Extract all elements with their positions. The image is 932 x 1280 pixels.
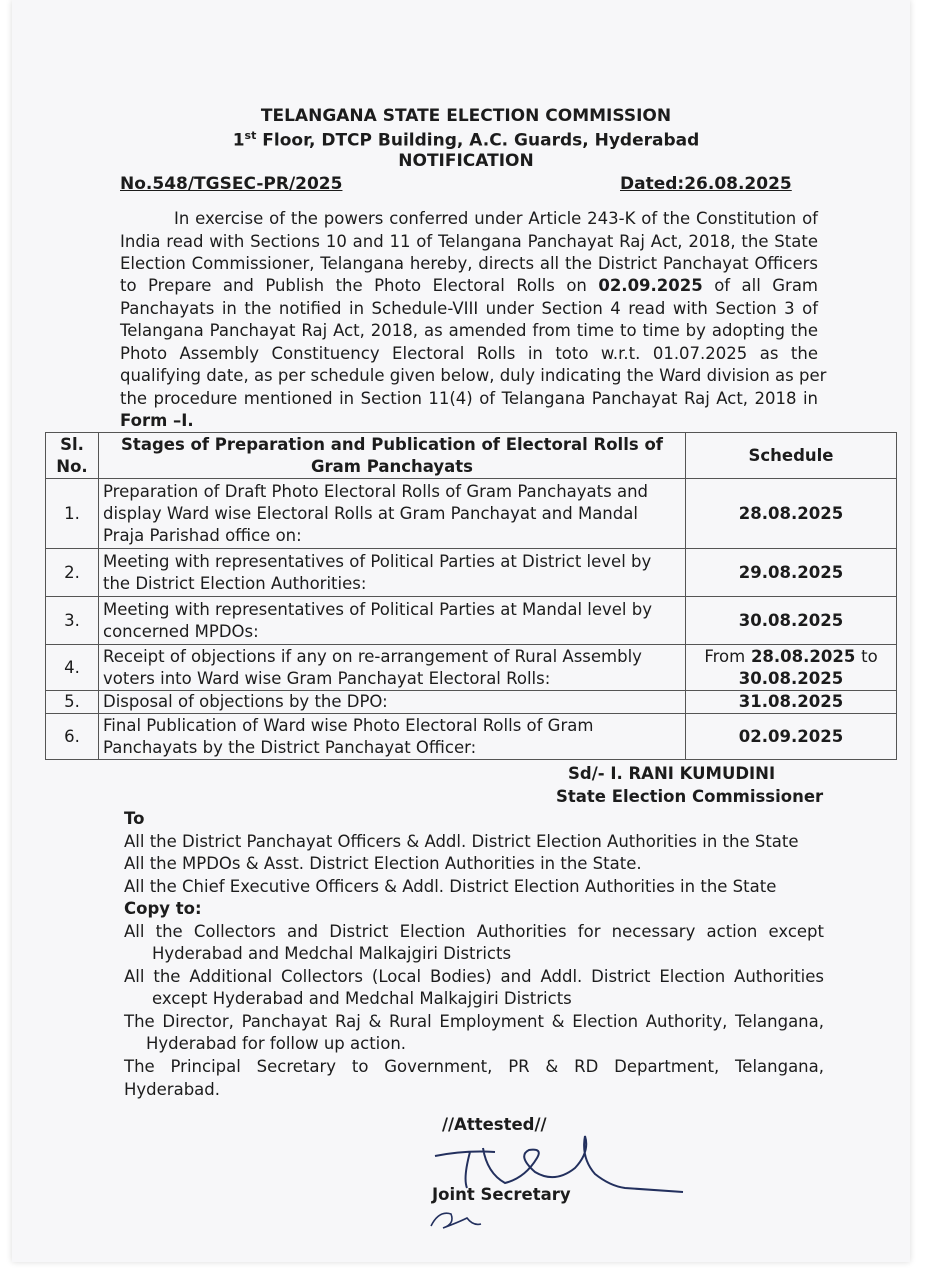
body-line-7: Photo Assembly Constituency Electoral Rolls in toto w.r.t. 01.07.2025 as the [120,344,818,363]
attested-label: //Attested// [442,1115,547,1134]
row-stage: Preparation of Draft Photo Electoral Rolls of Gram Panchayats and display Ward wise Electoral Rolls at Gram Panchayat and Mandal Praja Parishad office on: [99,479,686,549]
body-line-5: Panchayats in the notified in Schedule-VIII under Section 4 read with Section 3 of [120,299,818,318]
org-address [0,129,932,151]
table-header-row [46,433,897,479]
schedule-from-label: From [704,646,746,666]
body-line-3: Election Commissioner, Telangana hereby, directs all the District Panchayat Officers [120,254,818,273]
row-sl: 3. [46,597,99,645]
table-row [46,597,897,645]
reference-number: No.548/TGSEC-PR/2025 [120,174,343,194]
row-sl: 5. [46,691,99,714]
header-schedule: Schedule [686,433,897,479]
body-line-6: Telangana Panchayat Raj Act, 2018, as amended from time to time by adopting the [120,321,818,340]
doc-type: NOTIFICATION [398,151,534,171]
row-stage: Meeting with representatives of Political Parties at Mandal level by concerned MPDOs: [99,597,686,645]
row-stage: Disposal of objections by the DPO: [99,691,686,714]
copy-item-line2: except Hyderabad and Medchal Malkajgiri Districts [152,989,572,1008]
signatory-title: State Election Commissioner [556,787,824,806]
table-row [46,549,897,597]
to-label: To [124,809,145,828]
row-stage: Final Publication of Ward wise Photo Electoral Rolls of Gram Panchayats by the District Panchayat Officer: [99,714,686,760]
body-line-8: qualifying date, as per schedule given below, duly indicating the Ward division as per [120,366,827,385]
floor-number: 1 [232,130,245,151]
to-item: All the District Panchayat Officers & Addl. District Election Authorities in the State [124,832,799,851]
table-row [46,714,897,760]
body-line-9: the procedure mentioned in Section 11(4) of Telangana Panchayat Raj Act, 2018 in [120,389,818,408]
signature-scribble [425,1128,695,1238]
publication-date: 02.09.2025 [598,276,703,295]
copy-item-line1: All the Additional Collectors (Local Bodies) and Addl. District Election Authorities [124,967,824,986]
address-rest: Floor, DTCP Building, A.C. Guards, Hyderabad [256,130,700,151]
header-sl-no: Sl. No. [46,433,99,479]
copy-item-line2: Hyderabad for follow up action. [146,1034,407,1053]
body-line-4b: of all Gram [714,276,819,295]
table-row [46,645,897,691]
row-sl: 2. [46,549,99,597]
schedule-from-date: 28.08.2025 [750,646,856,666]
to-item: All the Chief Executive Officers & Addl. District Election Authorities in the State [124,877,777,896]
row-sl: 1. [46,479,99,549]
signatory-name: Sd/- I. RANI KUMUDINI [568,764,776,783]
table-row [46,691,897,714]
row-stage: Receipt of objections if any on re-arrangement of Rural Assembly voters into Ward wise Gram Panchayat Electoral Rolls: [99,645,686,691]
org-title: TELANGANA STATE ELECTION COMMISSION [260,106,672,126]
row-schedule: 28.08.2025 [686,479,897,549]
body-line-2: India read with Sections 10 and 11 of Telangana Panchayat Raj Act, 2018, the State [120,232,818,251]
body-line-1: In exercise of the powers conferred under Article 243-K of the Constitution of [174,209,818,228]
copy-to-label: Copy to: [124,899,202,918]
body-line-4 [120,276,818,295]
table-row [46,479,897,549]
row-schedule: 30.08.2025 [686,597,897,645]
row-sl: 4. [46,645,99,691]
body-line-10: Form –I. [120,411,194,430]
floor-suffix: st [244,129,257,142]
header-stage: Stages of Preparation and Publication of Electoral Rolls of Gram Panchayats [99,433,686,479]
body-line-4a: to Prepare and Publish the Photo Electoral Rolls on [120,276,587,295]
row-schedule: 02.09.2025 [686,714,897,760]
row-sl: 6. [46,714,99,760]
copy-item-line1: All the Collectors and District Election Authorities for necessary action except [124,922,824,941]
row-schedule [686,645,897,691]
joint-secretary: Joint Secretary [432,1185,571,1204]
copy-item-line2: Hyderabad. [124,1080,220,1099]
row-stage: Meeting with representatives of Political Parties at District level by the District Election Authorities: [99,549,686,597]
date: Dated:26.08.2025 [620,174,792,194]
copy-item-line1: The Principal Secretary to Government, PR & RD Department, Telangana, [124,1057,824,1076]
row-schedule: 31.08.2025 [686,691,897,714]
row-schedule: 29.08.2025 [686,549,897,597]
schedule-table [45,432,897,760]
schedule-to-label: to [861,646,878,666]
copy-item-line2: Hyderabad and Medchal Malkajgiri Districts [152,944,512,963]
schedule-to-date: 30.08.2025 [738,668,844,688]
to-item: All the MPDOs & Asst. District Election Authorities in the State. [124,854,642,873]
copy-item-line1: The Director, Panchayat Raj & Rural Employment & Election Authority, Telangana, [124,1012,824,1031]
